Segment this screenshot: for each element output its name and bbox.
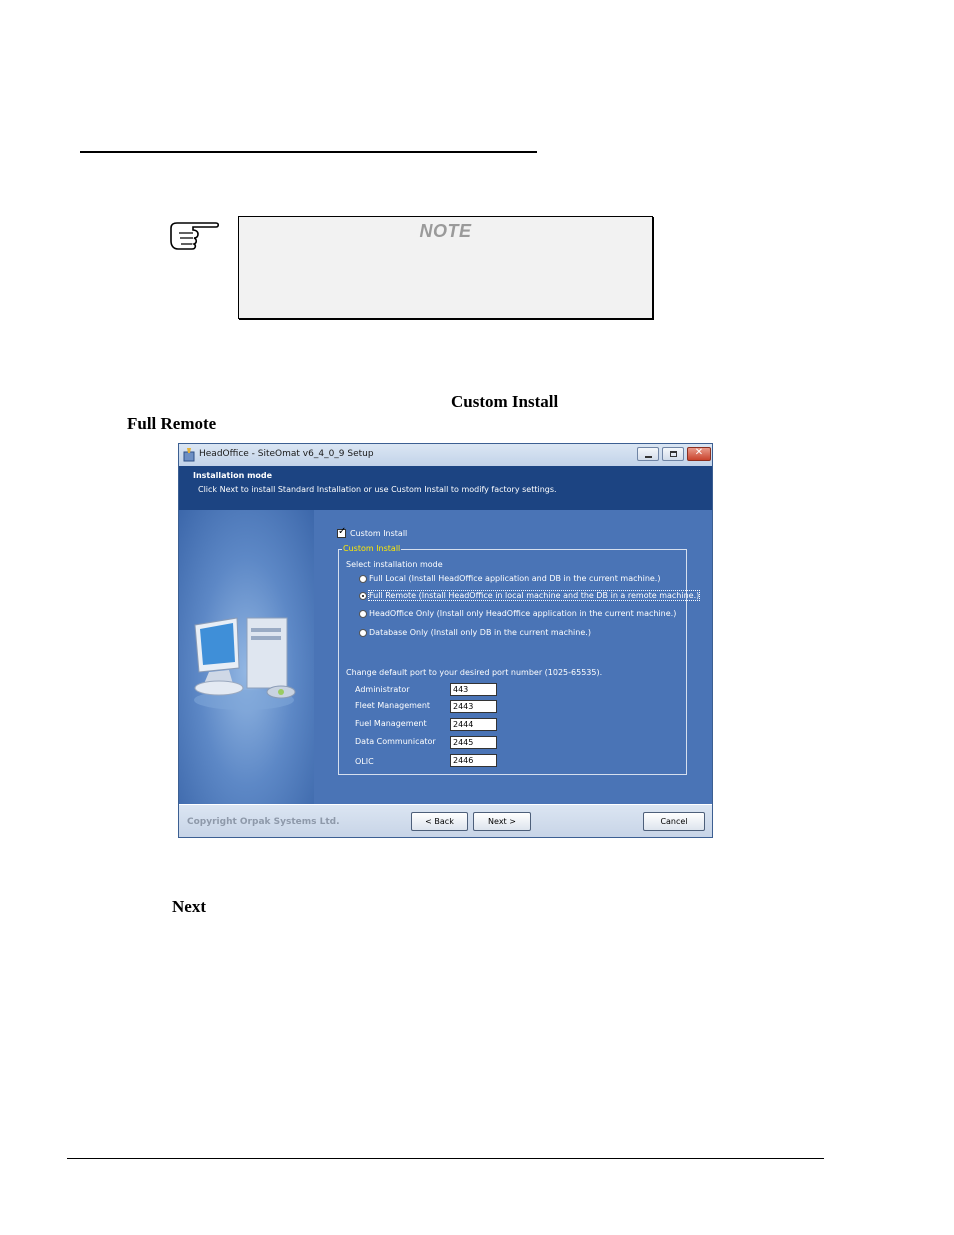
footer-rule [67, 1158, 824, 1159]
wizard-footer [179, 804, 712, 838]
custom-install-checkbox[interactable] [337, 526, 347, 538]
mode-radio-headoffice-only[interactable] [359, 610, 367, 618]
setup-window [178, 443, 713, 838]
checkmark-icon: ✓ [338, 526, 347, 537]
back-button[interactable]: < Back [411, 812, 468, 831]
port-instruction: Change default port to your desired port number (1025-65535). [346, 668, 603, 677]
full-remote-text: Full Remote [127, 414, 217, 433]
window-title: HeadOffice - SiteOmat v6_4_0_9 Setup [199, 449, 374, 459]
close-icon: ✕ [694, 447, 704, 458]
mode-label-full-remote: Full Remote (Install HeadOffice in local machine and the DB in a remote machine.) [369, 591, 700, 600]
port-input-olic[interactable]: 2446 [450, 754, 497, 767]
port-label-fuel-management: Fuel Management [355, 719, 427, 728]
note-box [238, 216, 653, 319]
pointing-hand-icon [168, 219, 220, 253]
close-button[interactable] [687, 447, 711, 461]
port-label-administrator: Administrator [355, 685, 410, 694]
custom-install-group-legend: Custom Install [343, 544, 401, 553]
port-input-fuel-management[interactable]: 2444 [450, 718, 497, 731]
port-label-olic: OLIC [355, 757, 374, 766]
mode-label-full-local: Full Local (Install HeadOffice application and DB in the current machine.) [369, 574, 661, 583]
window-titlebar [179, 444, 712, 467]
wizard-side-panel [179, 510, 314, 804]
mode-radio-full-remote[interactable] [359, 592, 367, 600]
wizard-header-title: Installation mode [193, 471, 273, 480]
cancel-button[interactable]: Cancel [643, 812, 705, 831]
port-input-data-communicator[interactable]: 2445 [450, 736, 497, 749]
custom-install-checkbox-label: Custom Install [350, 529, 408, 538]
minimize-icon [645, 456, 652, 458]
wizard-header [179, 466, 712, 510]
note-title: NOTE [419, 221, 472, 241]
minimize-button[interactable] [637, 447, 659, 461]
section-heading-rule [80, 151, 537, 153]
port-label-fleet-management: Fleet Management [355, 701, 431, 710]
next-text: Next [172, 897, 206, 916]
installer-icon [183, 447, 195, 462]
custom-install-text: Custom Install [451, 392, 559, 411]
port-label-data-communicator: Data Communicator [355, 737, 436, 746]
computer-icon [189, 600, 309, 715]
mode-radio-database-only[interactable] [359, 629, 367, 637]
wizard-header-subtitle: Click Next to install Standard Installation or use Custom Install to modify factory settings. [198, 485, 557, 494]
mode-label-database-only: Database Only (Install only DB in the current machine.) [369, 628, 591, 637]
port-input-administrator[interactable]: 443 [450, 683, 497, 696]
maximize-icon [670, 451, 677, 457]
next-button[interactable]: Next > [473, 812, 531, 831]
maximize-button[interactable] [662, 447, 684, 461]
mode-radio-full-local[interactable] [359, 575, 367, 583]
select-mode-label: Select installation mode [346, 560, 443, 569]
copyright-text: Copyright Orpak Systems Ltd. [187, 817, 340, 827]
mode-label-headoffice-only: HeadOffice Only (Install only HeadOffice application in the current machine.) [369, 609, 677, 618]
port-input-fleet-management[interactable]: 2443 [450, 700, 497, 713]
